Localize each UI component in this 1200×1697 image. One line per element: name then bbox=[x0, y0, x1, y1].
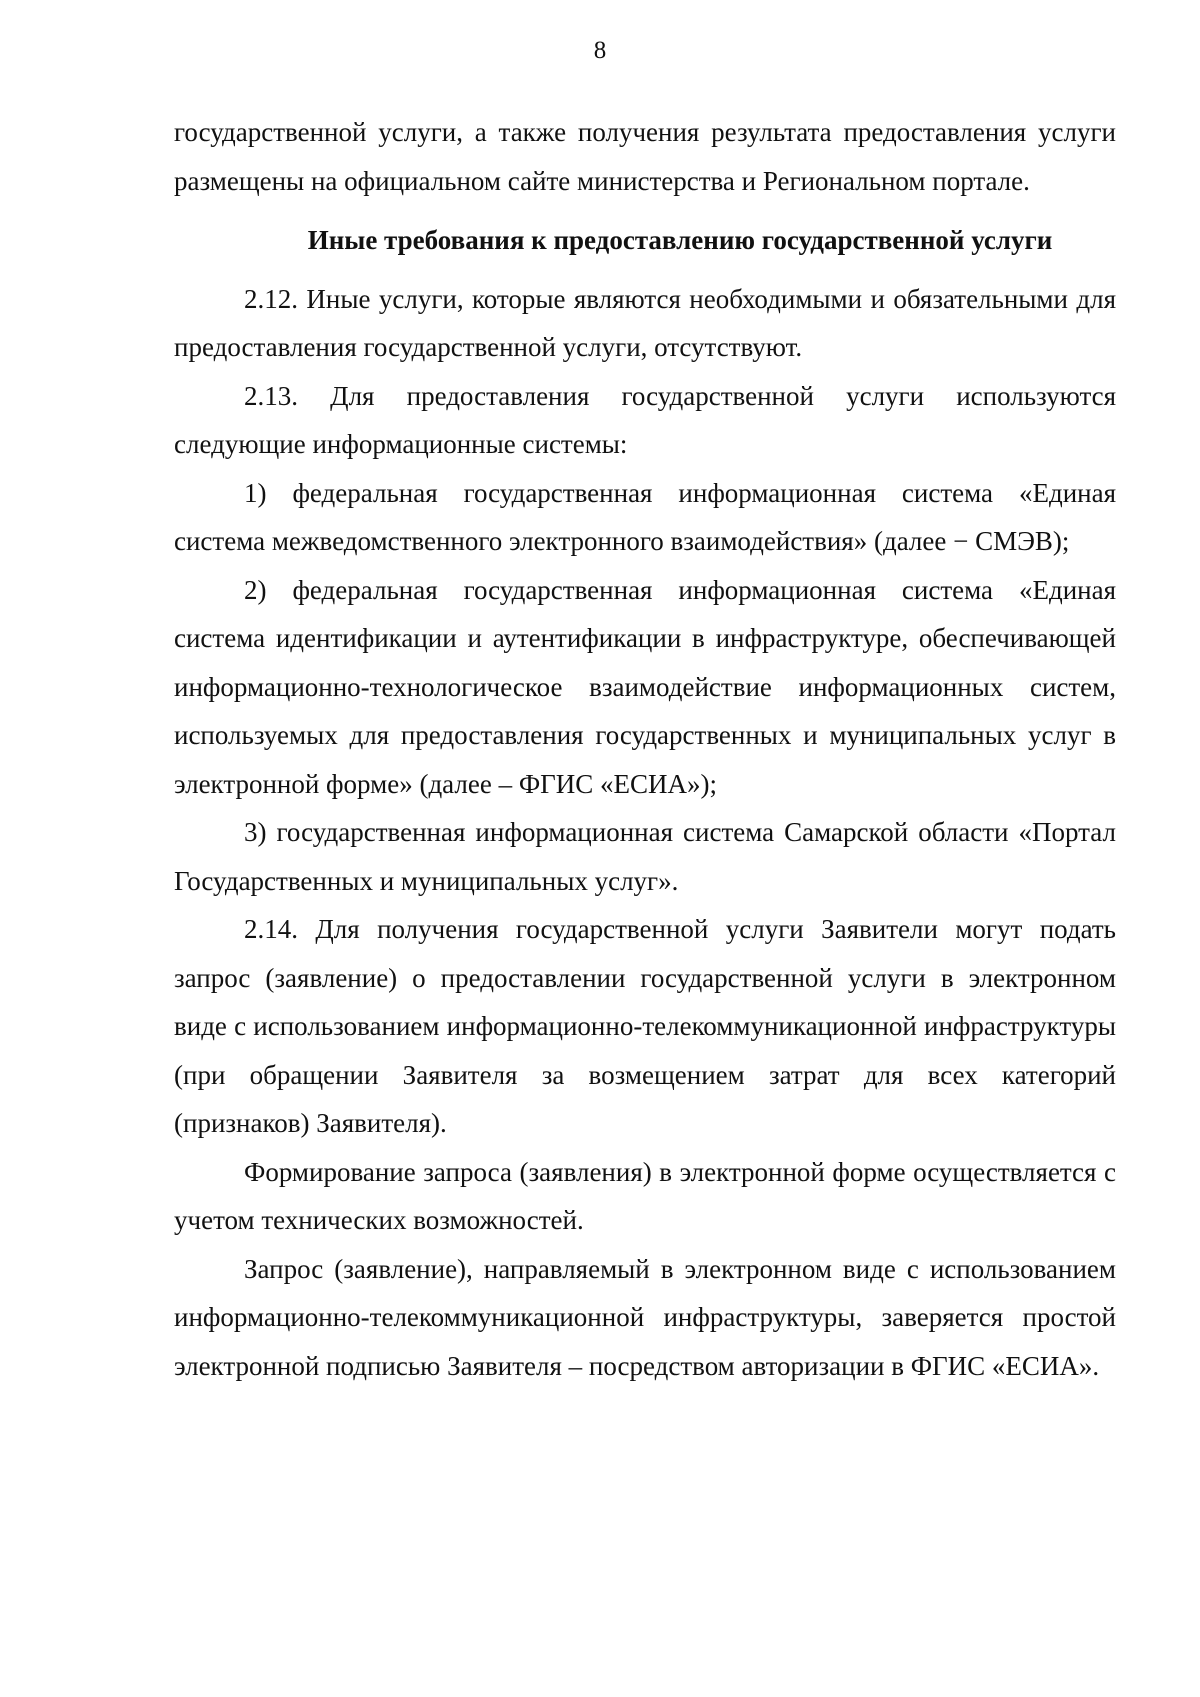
paragraph-request-signature: Запрос (заявление), направляемый в электронном виде с использованием информационно-телекоммуникационной инфраструктуры, заверяется простой электронной подписью Заявителя – посредством авторизации в ФГИС «ЕСИА». bbox=[174, 1253, 1116, 1381]
list-item-esia: 2) федеральная государственная информационная система «Единая система идентификации и аутентификации в инфраструктуре, обеспечивающей информационно-технологическое взаимодействие информационных систем, используемых для предоставления государственных и муниципальных услуг в электронной форме» (далее – ФГИС «ЕСИА»); bbox=[174, 574, 1116, 799]
list-item-smev: 1) федеральная государственная информационная система «Единая система межведомственного электронного взаимодействия» (далее − СМЭВ); bbox=[174, 477, 1116, 556]
paragraph-request-forming: Формирование запроса (заявления) в электронной форме осуществляется с учетом технических возможностей. bbox=[174, 1156, 1116, 1235]
section-heading: Иные требования к предоставлению государственной услуги bbox=[307, 225, 1053, 255]
list-item-regional-portal: 3) государственная информационная система Самарской области «Портал Государственных и муниципальных услуг». bbox=[174, 817, 1116, 896]
intro-paragraph: государственной услуги, а также получения результата предоставления услуги размещены на официальном сайте министерства и Региональном портале. bbox=[174, 117, 1116, 196]
page-number: 8 bbox=[593, 37, 607, 64]
document-body bbox=[174, 108, 1116, 1390]
paragraph-2-13: 2.13. Для предоставления государственной услуги используются следующие информационные системы: bbox=[174, 380, 1116, 459]
paragraph-2-12: 2.12. Иные услуги, которые являются необходимыми и обязательными для предоставления государственной услуги, отсутствуют. bbox=[174, 283, 1116, 362]
paragraph-2-14: 2.14. Для получения государственной услуги Заявители могут подать запрос (заявление) о предоставлении государственной услуги в электронном виде с использованием информационно-телекоммуникационной инфраструктуры (при обращении Заявителя за возмещением затрат для всех категорий (признаков) Заявителя). bbox=[174, 914, 1116, 1138]
